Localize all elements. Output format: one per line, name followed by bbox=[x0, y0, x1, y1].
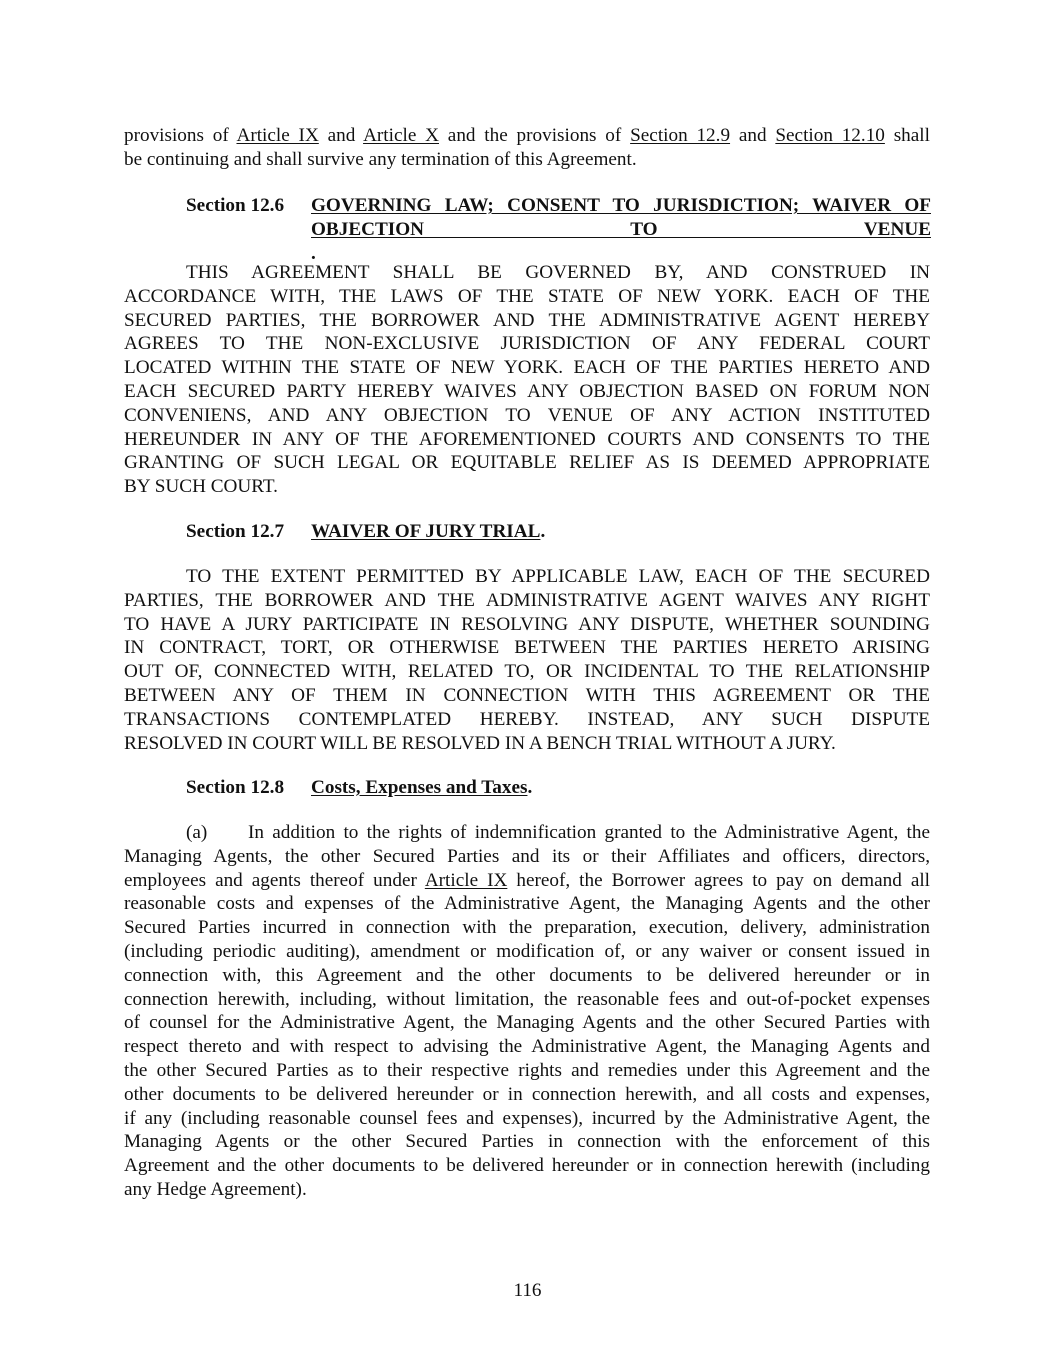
subparagraph-label: (a) bbox=[186, 822, 208, 843]
paragraph-line: employees and agents thereof under Article IX hereof, the Borrower agrees to pay on demand all bbox=[124, 869, 930, 891]
paragraph-line: BY SUCH COURT. bbox=[124, 476, 278, 498]
paragraph-line: THIS AGREEMENT SHALL BE GOVERNED BY, AND CONSTRUED IN bbox=[186, 262, 930, 283]
paragraph-line: TRANSACTIONS CONTEMPLATED HEREBY. INSTEAD, ANY SUCH DISPUTE bbox=[124, 708, 930, 730]
paragraph-line: EACH SECURED PARTY HEREBY WAIVES ANY OBJECTION BASED ON FORUM NON bbox=[124, 380, 930, 402]
paragraph-line: AGREES TO THE NON-EXCLUSIVE JURISDICTION OF ANY FEDERAL COURT bbox=[124, 333, 930, 355]
section-title: GOVERNING LAW; CONSENT TO JURISDICTION; WAIVER OF OBJECTION TO VENUE . bbox=[311, 195, 931, 264]
paragraph-line: LOCATED WITHIN THE STATE OF NEW YORK. EACH OF THE PARTIES HERETO AND bbox=[124, 357, 930, 379]
paragraph-line: reasonable costs and expenses of the Administrative Agent, the Managing Agents and the other bbox=[124, 893, 930, 915]
paragraph-line: OUT OF, CONNECTED WITH, RELATED TO, OR INCIDENTAL TO THE RELATIONSHIP bbox=[124, 661, 930, 683]
paragraph-line: TO THE EXTENT PERMITTED BY APPLICABLE LAW, EACH OF THE SECURED bbox=[186, 566, 930, 587]
paragraph-line: the other Secured Parties as to their respective rights and remedies under this Agreement and the bbox=[124, 1059, 930, 1081]
article-x-reference[interactable]: Article X bbox=[363, 125, 439, 146]
section-12-8-heading: Section 12.8 Costs, Expenses and Taxes. bbox=[186, 777, 533, 798]
article-ix-reference[interactable]: Article IX bbox=[424, 869, 508, 891]
paragraph-line: (including periodic auditing), amendment or modification of, or any waiver or consent issued in bbox=[124, 940, 930, 962]
opening-paragraph bbox=[124, 124, 930, 172]
section-number: Section 12.7 bbox=[186, 521, 285, 542]
paragraph-line: provisions of Article IX and Article X and the provisions of Section 12.9 and Section 12.10 shall bbox=[124, 125, 930, 146]
page-number: 116 bbox=[513, 1280, 542, 1301]
paragraph-line: Agreement and the other documents to be delivered hereunder or in connection herewith (including bbox=[124, 1155, 930, 1177]
paragraph-line: connection herewith, including, without limitation, the reasonable fees and out-of-pocket expenses bbox=[124, 988, 930, 1010]
section-12-6-heading bbox=[186, 194, 931, 264]
paragraph-line: any Hedge Agreement). bbox=[124, 1178, 307, 1200]
paragraph-line: Managing Agents, the other Secured Parties and its or their Affiliates and officers, directors, bbox=[124, 845, 930, 867]
section-12-8-subparagraph-a bbox=[124, 821, 930, 1202]
paragraph-line: respect thereto and with respect to advising the Administrative Agent, the Managing Agents and bbox=[124, 1036, 930, 1058]
paragraph-line: PARTIES, THE BORROWER AND THE ADMINISTRATIVE AGENT WAIVES ANY RIGHT bbox=[124, 589, 930, 611]
paragraph-line: SECURED PARTIES, THE BORROWER AND THE ADMINISTRATIVE AGENT HEREBY bbox=[124, 309, 930, 331]
section-12-7-body bbox=[124, 565, 930, 755]
section-12-9-reference[interactable]: Section 12.9 bbox=[630, 125, 731, 146]
paragraph-line: CONVENIENS, AND ANY OBJECTION TO VENUE OF ANY ACTION INSTITUTED bbox=[124, 404, 930, 426]
section-12-10-reference[interactable]: Section 12.10 bbox=[775, 125, 885, 146]
paragraph-line: HEREUNDER IN ANY OF THE AFOREMENTIONED COURTS AND CONSENTS TO THE bbox=[124, 428, 930, 450]
paragraph-line: BETWEEN ANY OF THEM IN CONNECTION WITH THIS AGREEMENT OR THE bbox=[124, 684, 930, 706]
paragraph-line: IN CONTRACT, TORT, OR OTHERWISE BETWEEN THE PARTIES HERETO ARISING bbox=[124, 637, 930, 659]
paragraph-line: ACCORDANCE WITH, THE LAWS OF THE STATE OF NEW YORK. EACH OF THE bbox=[124, 285, 930, 307]
paragraph-line: connection with, this Agreement and the other documents to be delivered hereunder or in bbox=[124, 964, 930, 986]
paragraph-line: RESOLVED IN COURT WILL BE RESOLVED IN A BENCH TRIAL WITHOUT A JURY. bbox=[124, 732, 836, 754]
section-number: Section 12.8 bbox=[186, 777, 285, 798]
section-12-7-heading: Section 12.7 WAIVER OF JURY TRIAL. bbox=[186, 521, 546, 542]
paragraph-line: Managing Agents or the other Secured Parties in connection with the enforcement of this bbox=[124, 1131, 930, 1153]
section-number: Section 12.6 bbox=[186, 195, 285, 216]
paragraph-line: of counsel for the Administrative Agent, the Managing Agents and the other Secured Parties with bbox=[124, 1012, 930, 1034]
paragraph-line: GRANTING OF SUCH LEGAL OR EQUITABLE RELIEF AS IS DEEMED APPROPRIATE bbox=[124, 452, 930, 474]
paragraph-line: be continuing and shall survive any termination of this Agreement. bbox=[124, 148, 637, 170]
section-12-6-body bbox=[124, 261, 930, 499]
paragraph-line: (a) In addition to the rights of indemnification granted to the Administrative Agent, the bbox=[186, 822, 930, 843]
paragraph-line: other documents to be delivered hereunder or in connection herewith, and all costs and expenses, bbox=[124, 1083, 930, 1105]
article-ix-reference[interactable]: Article IX bbox=[236, 125, 319, 146]
paragraph-line: TO HAVE A JURY PARTICIPATE IN RESOLVING ANY DISPUTE, WHETHER SOUNDING bbox=[124, 613, 930, 635]
paragraph-line: Secured Parties incurred in connection with the preparation, execution, delivery, administration bbox=[124, 917, 930, 939]
section-title: WAIVER OF JURY TRIAL bbox=[311, 521, 541, 542]
paragraph-line: if any (including reasonable counsel fees and expenses), incurred by the Administrative Agent, the bbox=[124, 1107, 930, 1129]
section-title: Costs, Expenses and Taxes bbox=[311, 777, 528, 798]
